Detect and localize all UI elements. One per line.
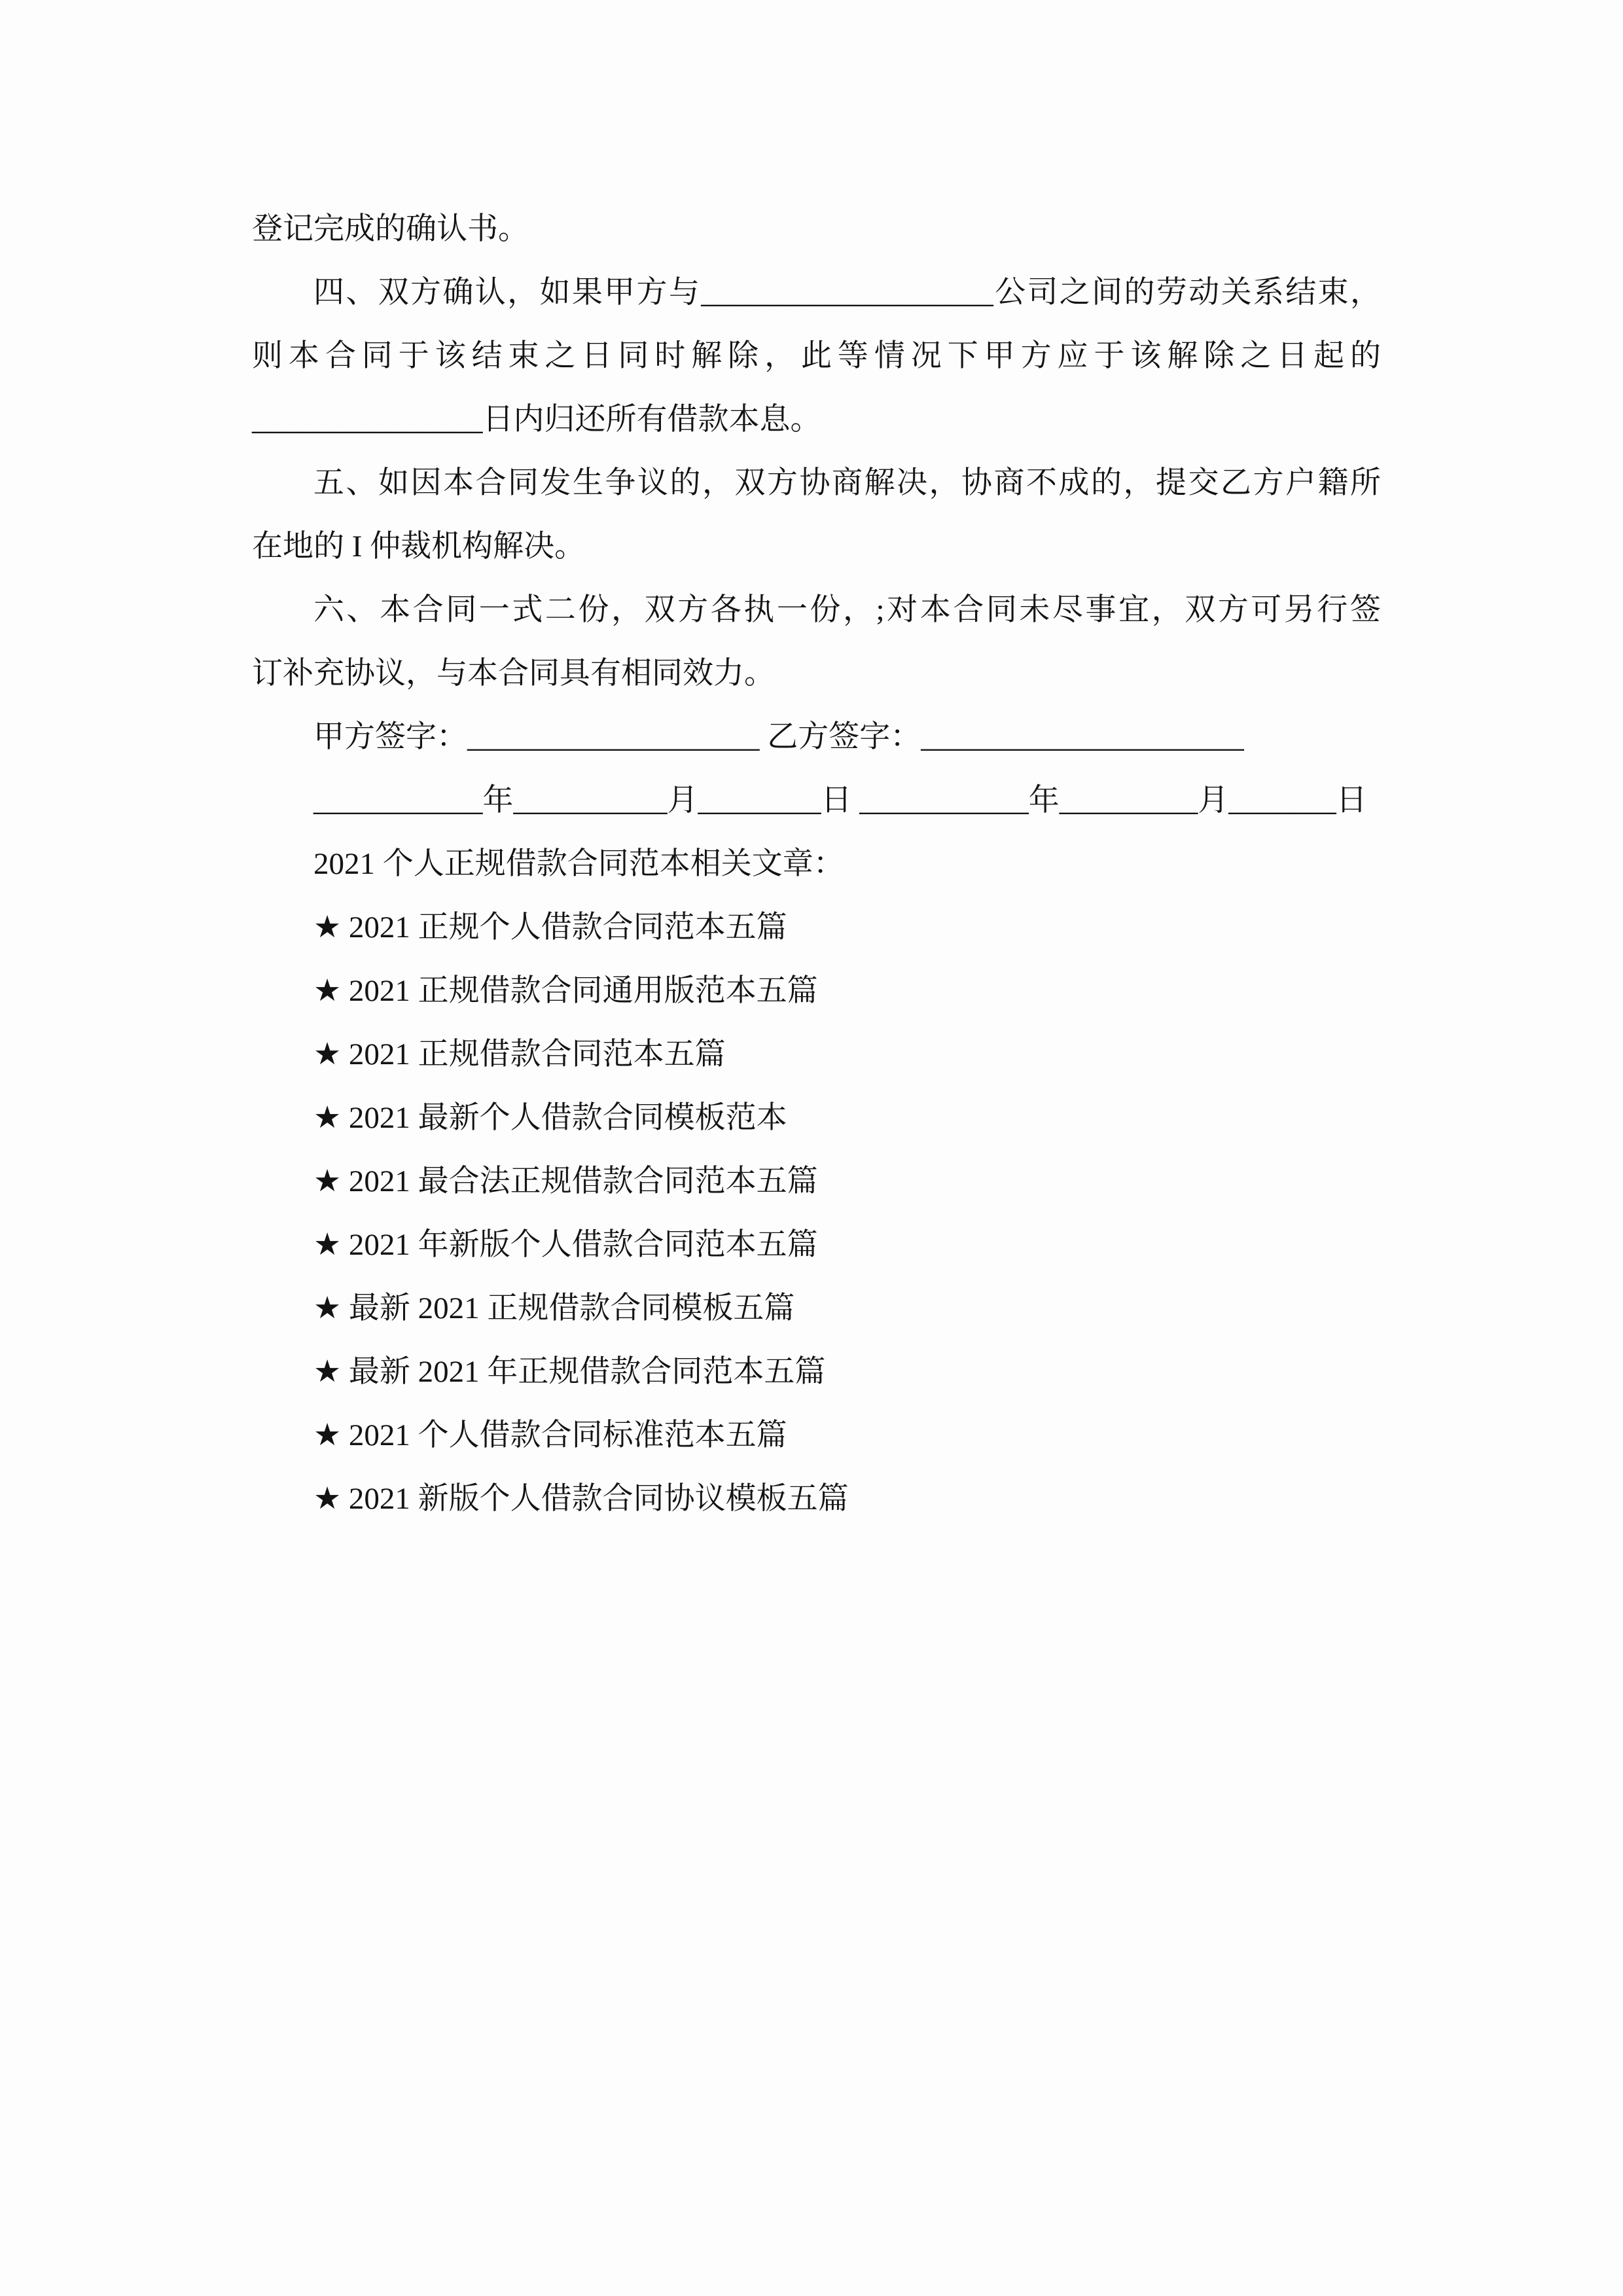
star-icon: ★ <box>313 974 342 1008</box>
star-icon: ★ <box>313 910 342 944</box>
star-icon: ★ <box>313 1228 342 1262</box>
related-article-item <box>252 1086 1381 1150</box>
contract-text-line: ___________年__________月________日 ___________年_________月_______日 <box>313 783 1367 817</box>
related-article-title: 2021 正规借款合同范本五篇 <box>348 1037 726 1071</box>
related-article-title: 2021 新版个人借款合同协议模板五篇 <box>348 1482 849 1516</box>
related-article-item <box>252 1467 1381 1531</box>
star-icon: ★ <box>313 1291 342 1325</box>
related-article-item <box>252 1150 1381 1213</box>
star-icon: ★ <box>313 1482 342 1516</box>
related-article-title: 最新 2021 正规借款合同模板五篇 <box>348 1291 795 1325</box>
related-article-item <box>252 1340 1381 1404</box>
contract-text-line: 甲方签字：___________________ 乙方签字：_____________________ <box>313 720 1244 754</box>
contract-text-line: 六、本合同一式二份，双方各执一份，;对本合同未尽事宜，双方可另行签 <box>313 593 1381 627</box>
contract-text-line: _______________日内归还所有借款本息。 <box>252 403 821 437</box>
related-article-item <box>252 960 1381 1023</box>
related-article-item <box>252 1277 1381 1340</box>
contract-paragraphs <box>252 198 1381 896</box>
star-icon: ★ <box>313 1418 342 1452</box>
related-article-title: 最新 2021 年正规借款合同范本五篇 <box>348 1355 826 1389</box>
star-icon: ★ <box>313 1164 342 1198</box>
related-article-title: 2021 正规借款合同通用版范本五篇 <box>348 974 818 1008</box>
star-icon: ★ <box>313 1037 342 1071</box>
related-article-item <box>252 1023 1381 1086</box>
document-content <box>252 198 1381 1531</box>
star-icon: ★ <box>313 1355 342 1389</box>
contract-text-line: 四、双方确认，如果甲方与___________________公司之间的劳动关系结束， <box>313 276 1381 310</box>
star-icon: ★ <box>313 1101 342 1135</box>
related-articles-list <box>252 896 1381 1531</box>
related-article-title: 2021 最合法正规借款合同范本五篇 <box>348 1164 818 1198</box>
related-article-item <box>252 896 1381 960</box>
related-article-title: 2021 个人借款合同标准范本五篇 <box>348 1418 787 1452</box>
related-article-title: 2021 年新版个人借款合同范本五篇 <box>348 1228 818 1262</box>
related-article-item <box>252 1213 1381 1277</box>
related-article-title: 2021 最新个人借款合同模板范本 <box>348 1101 787 1135</box>
contract-text-line: 五、如因本合同发生争议的，双方协商解决，协商不成的，提交乙方户籍所 <box>313 466 1381 500</box>
related-article-title: 2021 正规个人借款合同范本五篇 <box>348 910 787 944</box>
contract-text-line: 2021 个人正规借款合同范本相关文章： <box>313 847 844 881</box>
contract-text-line: 则本合同于该结束之日同时解除，此等情况下甲方应于该解除之日起的 <box>252 339 1381 373</box>
contract-text-line: 订补充协议，与本合同具有相同效力。 <box>252 656 775 691</box>
contract-text-line: 登记完成的确认书。 <box>252 212 529 246</box>
related-article-item <box>252 1404 1381 1467</box>
contract-text-line: 在地的 I 仲裁机构解决。 <box>252 529 586 564</box>
